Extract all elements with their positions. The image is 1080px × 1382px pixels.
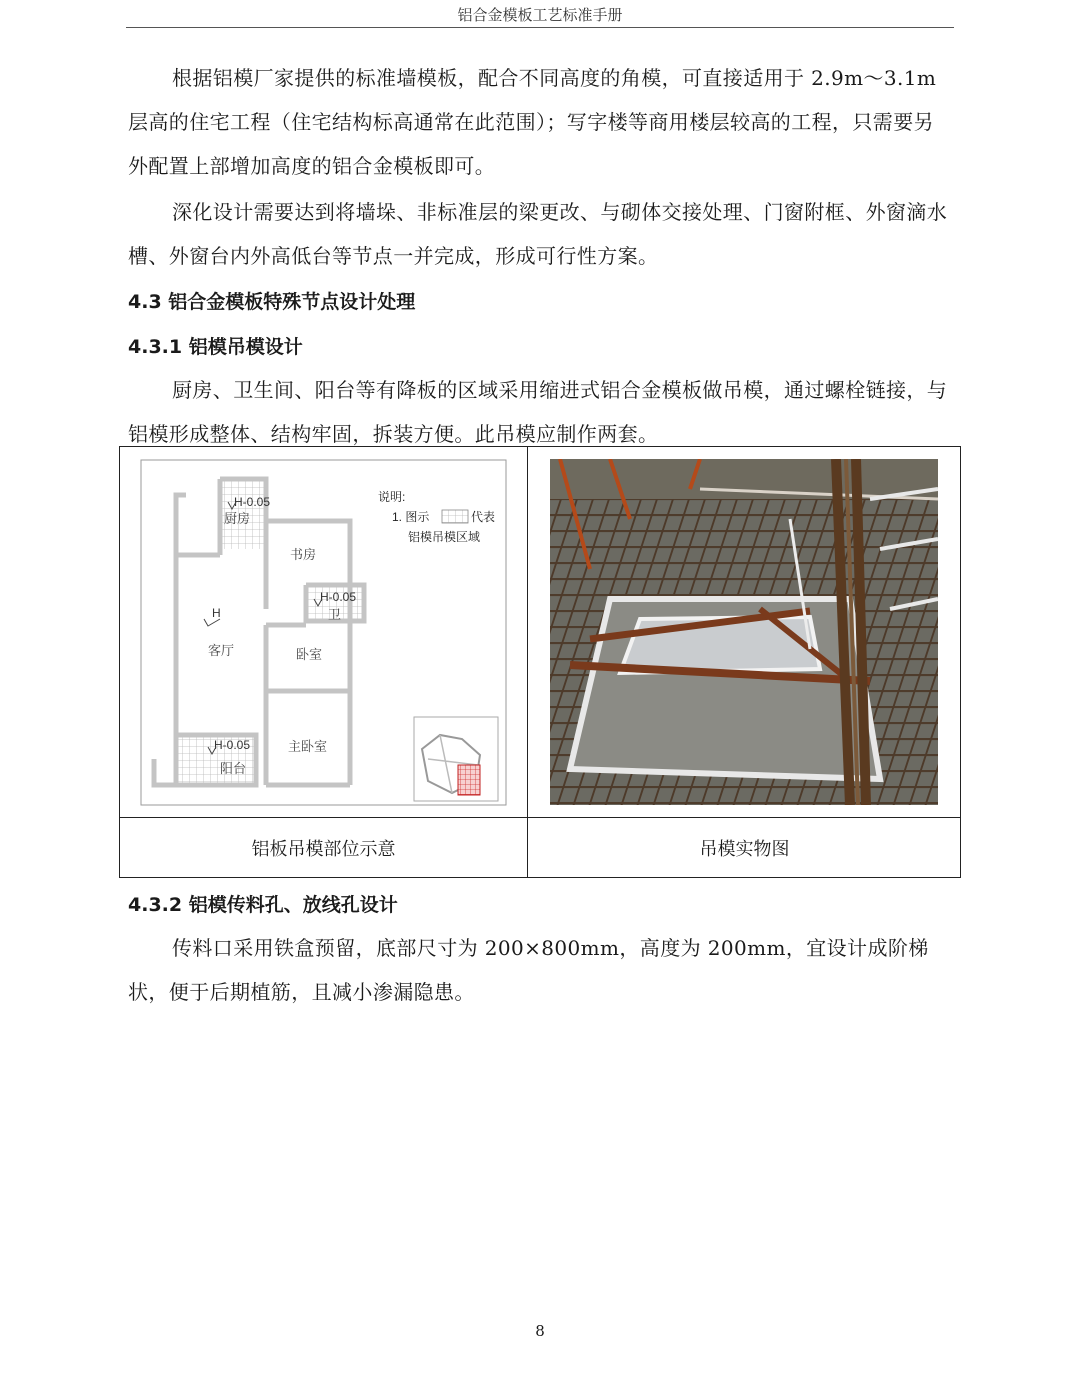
room-label-kitchen: 厨房 xyxy=(224,512,251,527)
section-heading-4-3-2: 4.3.2 铝模传料孔、放线孔设计 xyxy=(128,894,398,916)
paragraph-material-hole: 传料口采用铁盒预留，底部尺寸为 200×800mm，高度为 200mm，宜设计成阶梯状，便于后期植筋，且减小渗漏隐患。 xyxy=(128,936,929,1004)
level-label-kitchen: H-0.05 xyxy=(234,495,271,509)
key-plan-thumbnail xyxy=(414,717,498,801)
room-label-balcony: 阳台 xyxy=(220,762,247,777)
table-divider-horizontal xyxy=(120,817,960,818)
room-label-study: 书房 xyxy=(290,548,317,563)
level-label-living: H xyxy=(212,606,221,620)
paragraph-hanging-formwork: 厨房、卫生间、阳台等有降板的区域采用缩进式铝合金模板做吊模，通过螺栓链接，与铝模形成整体、结构牢固，拆装方便。此吊模应制作两套。 xyxy=(128,378,948,446)
room-label-living: 客厅 xyxy=(208,644,235,659)
legend-line-1-prefix: 1. 图示 xyxy=(392,510,430,524)
running-header: 铝合金模板工艺标准手册 xyxy=(457,6,623,24)
room-label-master-bedroom: 主卧室 xyxy=(288,740,328,755)
header-rule xyxy=(126,27,954,28)
figure-table xyxy=(119,446,961,878)
legend-line-1-suffix: 代表 xyxy=(471,510,496,524)
paragraph-detailed-design: 深化设计需要达到将墙垛、非标准层的梁更改、与砌体交接处理、门窗附框、外窗滴水槽、外窗台内外高低台等节点一并完成，形成可行性方案。 xyxy=(128,200,948,268)
room-label-bedroom: 卧室 xyxy=(296,648,323,663)
legend-title: 说明: xyxy=(378,490,406,504)
legend-swatch xyxy=(442,510,468,523)
figure-caption-left: 铝板吊模部位示意 xyxy=(251,839,396,860)
floor-plan-diagram xyxy=(140,459,508,807)
figure-caption-right: 吊模实物图 xyxy=(699,839,790,860)
legend-line-2: 铝模吊模区域 xyxy=(408,530,481,544)
level-label-bath: H-0.05 xyxy=(320,590,357,604)
section-heading-4-3: 4.3 铝合金模板特殊节点设计处理 xyxy=(128,291,416,313)
room-label-bath: 卫 xyxy=(328,608,342,623)
paragraph-wall-formwork: 根据铝模厂家提供的标准墙模板，配合不同高度的角模，可直接适用于 2.9m～3.1m层高的住宅工程（住宅结构标高通常在此范围）；写字楼等商用楼层较高的工程，只需要另外配置上部增加高度的铝合金模板即可。 xyxy=(128,66,937,178)
page-number: 8 xyxy=(535,1322,545,1340)
level-label-balcony: H-0.05 xyxy=(214,738,251,752)
table-divider-vertical xyxy=(527,447,528,877)
hanging-formwork-photo xyxy=(550,459,938,805)
section-heading-4-3-1: 4.3.1 铝模吊模设计 xyxy=(128,336,303,358)
